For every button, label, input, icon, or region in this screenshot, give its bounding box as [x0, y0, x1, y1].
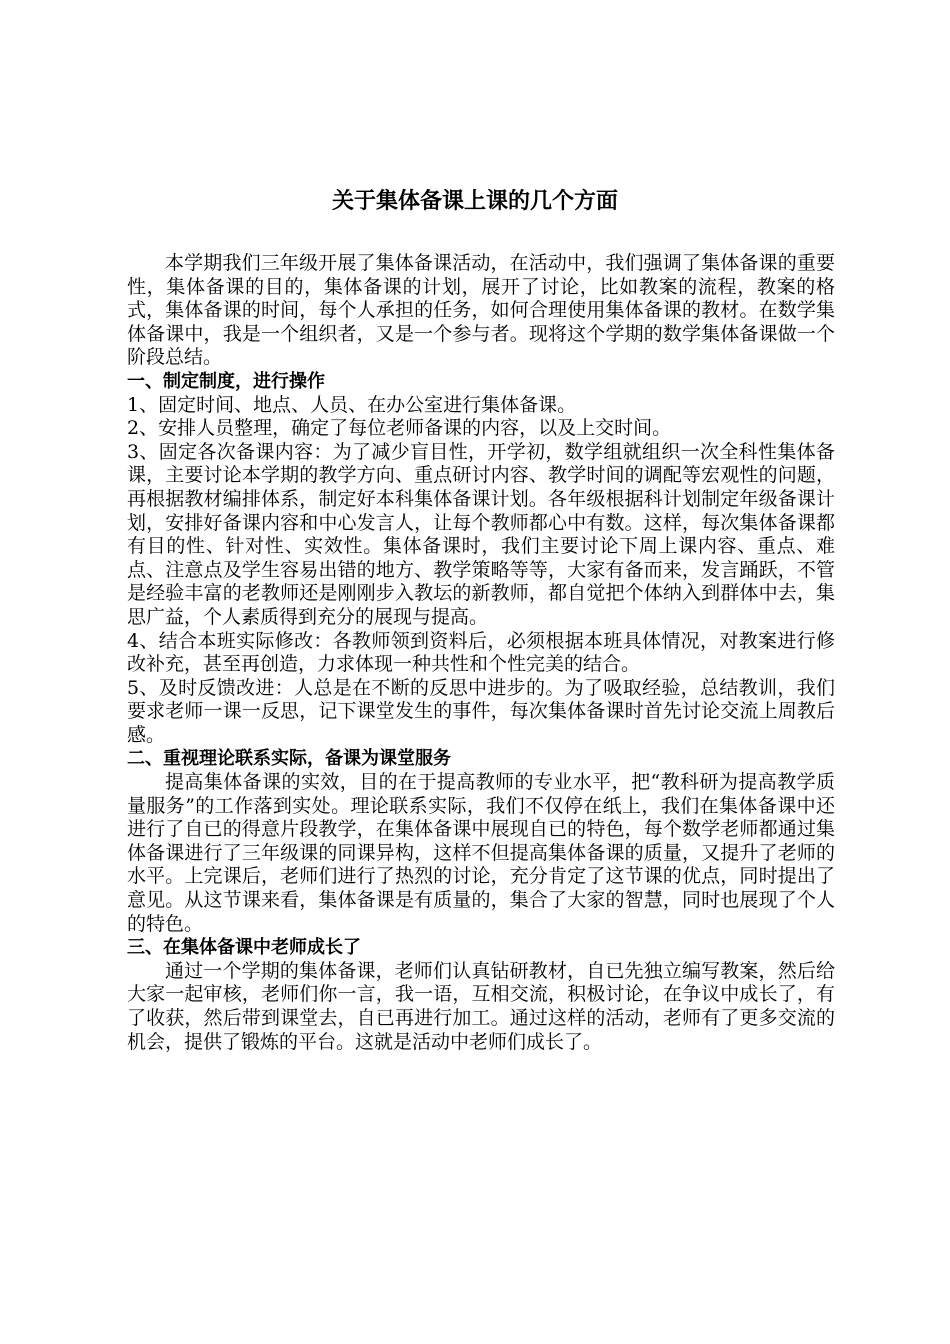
section-1-item-2: 2、安排人员整理，确定了每位老师备课的内容，以及上交时间。	[127, 417, 672, 440]
section-1-item-1: 1、固定时间、地点、人员、在办公室进行集体备课。	[127, 393, 577, 416]
document-title: 关于集体备课上课的几个方面	[331, 189, 618, 214]
section-2-body: 提高集体备课的实效，目的在于提高教师的专业水平，把“教科研为提高教学质量服务”的工作落到实处。理论联系实际，我们不仅停在纸上，我们在集体备课中还进行了自已的得意片段教学，在集体备课中展现自已的特色，每个数学老师都通过集体备课进行了三年级课的同课异构，这样不但提高集体备课的质量，又提升了老师的水平。上完课后，老师们进行了热烈的讨论，充分肯定了这节课的优点，同时提出了意见。从这节课来看，集体备课是有质量的，集合了大家的智慧，同时也展现了个人的特色。	[127, 771, 835, 935]
section-1-heading: 一、制定制度，进行操作	[127, 370, 325, 392]
intro-paragraph: 本学期我们三年级开展了集体备课活动，在活动中，我们强调了集体备课的重要性，集体备课的目的，集体备课的计划，展开了讨论，比如教案的流程，教案的格式，集体备课的时间，每个人承担的任务，如何合理使用集体备课的教材。在数学集体备课中，我是一个组织者，又是一个参与者。现将这个学期的数学集体备课做一个阶段总结。	[127, 252, 835, 369]
section-1-item-3: 3、固定各次备课内容：为了减少盲目性，开学初，数学组就组织一次全科性集体备课，主要讨论本学期的教学方向、重点研讨内容、教学时间的调配等宏观性的问题，再根据教材编排体系，制定好本科集体备课计划。各年级根据科计划制定年级备课计划，安排好备课内容和中心发言人，让每个教师都心中有数。这样，每次集体备课都有目的性、针对性、实效性。集体备课时，我们主要讨论下周上课内容、重点、难点、注意点及学生容易出错的地方、教学策略等等，大家有备而来，发言踊跃，不管是经验丰富的老教师还是刚刚步入教坛的新教师，都自觉把个体纳入到群体中去，集思广益，个人素质得到充分的展现与提高。	[127, 440, 835, 628]
section-3-body: 通过一个学期的集体备课，老师们认真钻研教材，自已先独立编写教案，然后给大家一起审核，老师们你一言，我一语，互相交流，积极讨论，在争议中成长了，有了收获，然后带到课堂去，自已再进行加工。通过这样的活动，老师有了更多交流的机会，提供了锻炼的平台。这就是活动中老师们成长了。	[127, 959, 835, 1053]
section-1-item-5: 5、及时反馈改进：人总是在不断的反思中进步的。为了吸取经验，总结教训，我们要求老师一课一反思，记下课堂发生的事件，每次集体备课时首先讨论交流上周教后感。	[127, 676, 835, 746]
section-2-heading: 二、重视理论联系实际，备课为课堂服务	[127, 748, 451, 770]
section-1-item-4: 4、结合本班实际修改：各教师领到资料后，必须根据本班具体情况，对教案进行修改补充，甚至再创造，力求体现一种共性和个性完美的结合。	[127, 629, 835, 676]
section-3-heading: 三、在集体备课中老师成长了	[127, 937, 361, 959]
document-body	[127, 252, 835, 1054]
